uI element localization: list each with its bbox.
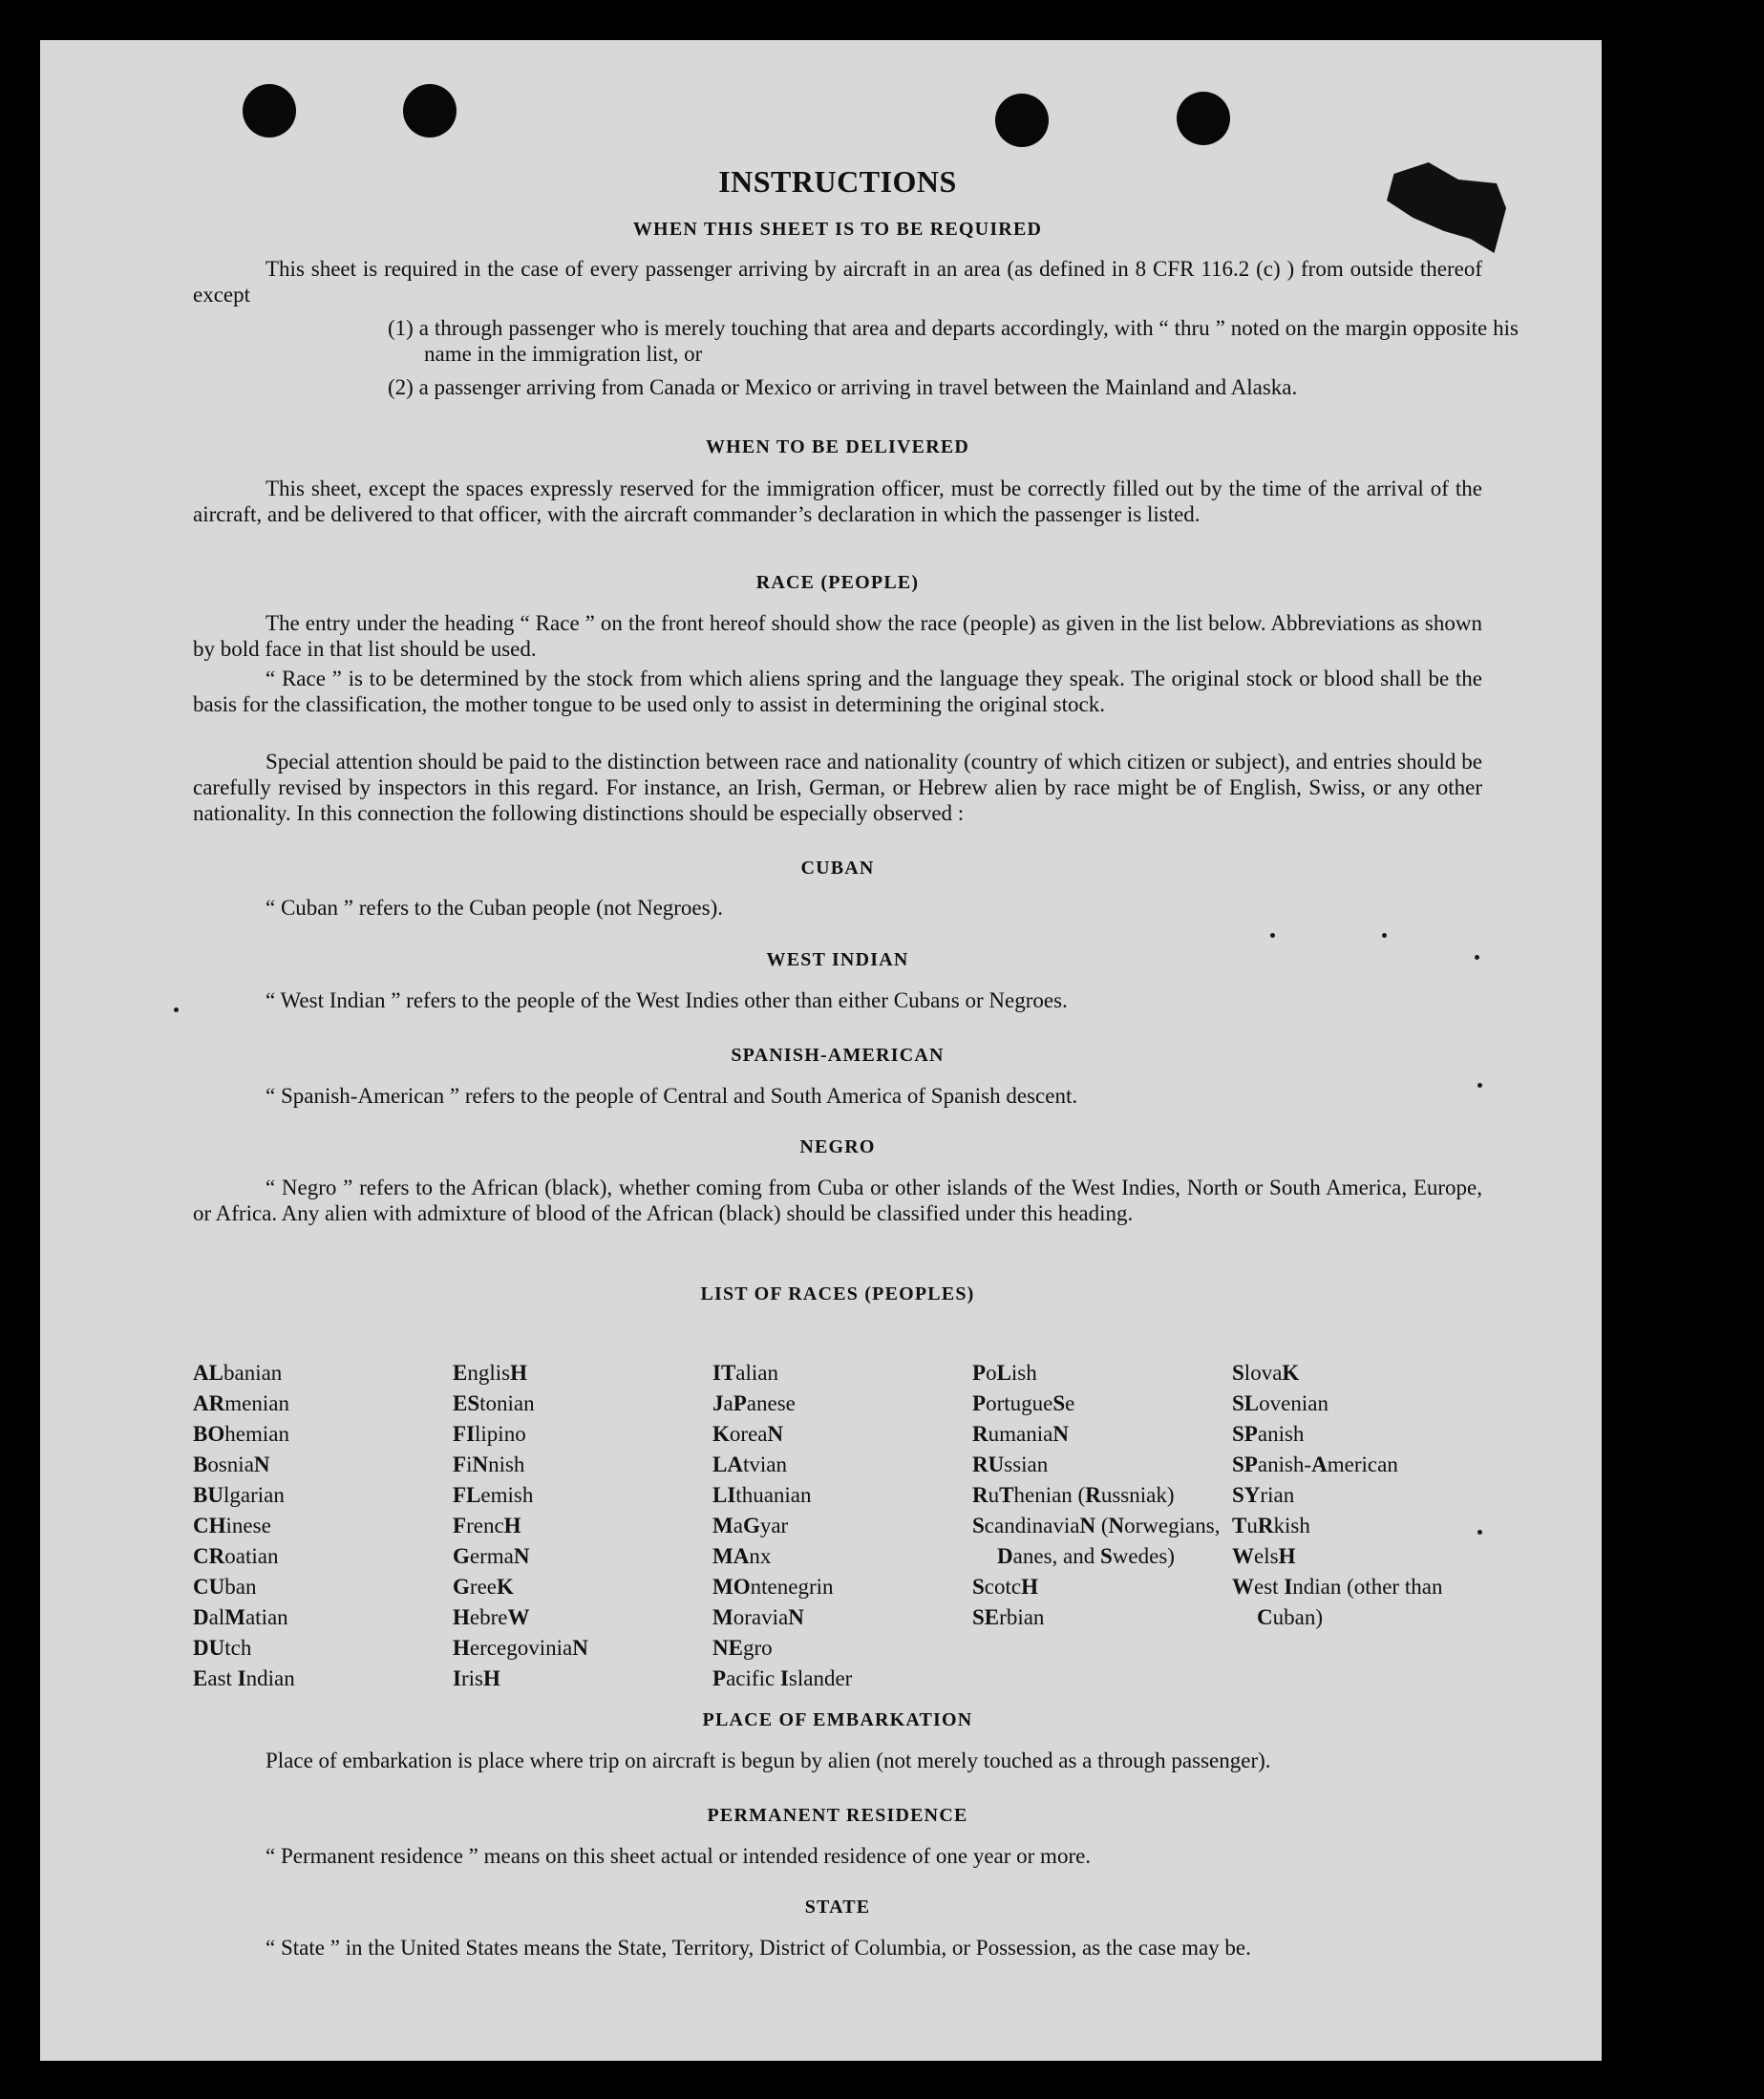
race-item: ScotcH: [972, 1575, 1039, 1599]
race-item: BOhemian: [193, 1422, 289, 1446]
race-item: SPanish: [1232, 1422, 1305, 1446]
race-item: ARmenian: [193, 1391, 289, 1415]
cuban-text: “ Cuban ” refers to the Cuban people (not Negroes).: [266, 896, 724, 920]
race-item: TuRkish: [1232, 1514, 1310, 1537]
race-item: SErbian: [972, 1605, 1045, 1629]
heading-spanish-american: SPANISH-AMERICAN: [731, 1045, 945, 1066]
race-item: MOntenegrin: [712, 1575, 834, 1599]
race-item: JaPanese: [712, 1391, 796, 1415]
race-item: SlovaK: [1232, 1361, 1300, 1385]
punch-hole: [995, 94, 1049, 147]
race-paragraph-3: Special attention should be paid to the distinction between race and nationality (country of which citizen or subject), and entries should be carefully revised by inspectors in this regard. For instance, an Irish, German, or Hebrew alien by race might be of English, Swiss, or any other nationality. In this connection the following distinctions should be especially observed :: [193, 750, 1482, 825]
race-column-3: [712, 1358, 972, 1694]
dust-spot: [1270, 933, 1275, 938]
race-item: GreeK: [453, 1575, 514, 1599]
race-item: ITalian: [712, 1361, 779, 1385]
race-column-2: [453, 1358, 712, 1694]
race-item: FiNnish: [453, 1452, 525, 1476]
permanent-residence-text: “ Permanent residence ” means on this sheet actual or intended residence of one year or more.: [266, 1844, 1092, 1868]
heading-west-indian: WEST INDIAN: [766, 949, 909, 970]
race-item: CHinese: [193, 1514, 271, 1537]
race-paragraph-1: The entry under the heading “ Race ” on the front hereof should show the race (people) as given in the list below. Abbreviations as shown by bold face in that list should be used.: [193, 611, 1482, 661]
race-item: ALbanian: [193, 1361, 283, 1385]
required-intro: This sheet is required in the case of every passenger arriving by aircraft in an area (as defined in 8 CFR 116.2 (c) ) from outside thereof except: [193, 257, 1482, 307]
race-item: WelsH: [1232, 1544, 1296, 1568]
race-item: RuThenian (Russniak): [972, 1483, 1175, 1507]
race-item: MoraviaN: [712, 1605, 804, 1629]
race-item: ScandinaviaN (Norwegians, Danes, and Swedes): [972, 1514, 1221, 1568]
heading-list-of-races: LIST OF RACES (PEOPLES): [700, 1283, 975, 1304]
race-item: Pacific Islander: [712, 1666, 853, 1690]
required-item-2: (2) a passenger arriving from Canada or Mexico or arriving in travel between the Mainland and Alaska.: [388, 375, 1298, 399]
race-item: West Indian (other than Cuban): [1232, 1575, 1443, 1629]
race-item: BUlgarian: [193, 1483, 285, 1507]
negro-text: “ Negro ” refers to the African (black), whether coming from Cuba or other islands of the West Indies, North or South America, Europe, or Africa. Any alien with admixture of blood of the African (black) should be classified under this heading.: [193, 1176, 1482, 1225]
race-item: RumaniaN: [972, 1422, 1069, 1446]
heading-negro: NEGRO: [799, 1136, 876, 1157]
race-column-4: [972, 1358, 1232, 1633]
west-indian-text: “ West Indian ” refers to the people of the West Indies other than either Cubans or Negroes.: [266, 988, 1068, 1012]
race-item: EnglisH: [453, 1361, 527, 1385]
race-item: GermaN: [453, 1544, 530, 1568]
delivered-text: This sheet, except the spaces expressly reserved for the immigration officer, must be correctly filled out by the time of the arrival of the aircraft, and be delivered to that officer, with the aircraft commander’s declaration in which the passenger is listed.: [193, 477, 1482, 526]
race-item: SYrian: [1232, 1483, 1295, 1507]
race-item: MAnx: [712, 1544, 772, 1568]
race-item: LIthuanian: [712, 1483, 812, 1507]
page-title: INSTRUCTIONS: [718, 164, 957, 199]
race-item: NEgro: [712, 1636, 773, 1660]
race-item: FrencH: [453, 1514, 521, 1537]
race-column-1: [193, 1358, 453, 1694]
race-item: East Indian: [193, 1666, 295, 1690]
race-item: KoreaN: [712, 1422, 784, 1446]
race-item: DalMatian: [193, 1605, 288, 1629]
race-item: CUban: [193, 1575, 257, 1599]
race-item: HercegoviniaN: [453, 1636, 588, 1660]
heading-when-delivered: WHEN TO BE DELIVERED: [705, 436, 970, 457]
race-item: CRoatian: [193, 1544, 279, 1568]
spanish-american-text: “ Spanish-American ” refers to the people of Central and South America of Spanish descent.: [266, 1084, 1078, 1108]
heading-when-required: WHEN THIS SHEET IS TO BE REQUIRED: [632, 219, 1043, 240]
race-item: SLovenian: [1232, 1391, 1328, 1415]
race-item: FIlipino: [453, 1422, 526, 1446]
heading-state: STATE: [804, 1897, 871, 1918]
race-item: EStonian: [453, 1391, 535, 1415]
race-item: HebreW: [453, 1605, 530, 1629]
dust-spot: [1382, 933, 1387, 938]
race-item: PortugueSe: [972, 1391, 1075, 1415]
state-text: “ State ” in the United States means the State, Territory, District of Columbia, or Possession, as the case may be.: [266, 1936, 1251, 1960]
heading-permanent-residence: PERMANENT RESIDENCE: [707, 1805, 968, 1826]
heading-race: RACE (PEOPLE): [755, 572, 920, 593]
race-item: DUtch: [193, 1636, 252, 1660]
race-item: RUssian: [972, 1452, 1049, 1476]
race-item: MaGyar: [712, 1514, 789, 1537]
race-item: IrisH: [453, 1666, 500, 1690]
race-item: PoLish: [972, 1361, 1037, 1385]
race-column-5: [1232, 1358, 1492, 1633]
race-item: FLemish: [453, 1483, 534, 1507]
race-item: LAtvian: [712, 1452, 787, 1476]
race-paragraph-2: “ Race ” is to be determined by the stock from which aliens spring and the language they speak. The original stock or blood shall be the basis for the classification, the mother tongue to be used only to assist in determining the original stock.: [193, 667, 1482, 716]
punch-hole: [1177, 92, 1230, 145]
race-item: BosniaN: [193, 1452, 270, 1476]
document-page: [40, 40, 1602, 2061]
embarkation-text: Place of embarkation is place where trip on aircraft is begun by alien (not merely touched as a through passenger).: [266, 1749, 1271, 1772]
required-item-1: (1) a through passenger who is merely touching that area and departs accordingly, with “ thru ” noted on the margin opposite his name in the immigration list, or: [388, 316, 1519, 366]
dust-spot: [174, 1007, 179, 1012]
heading-embarkation: PLACE OF EMBARKATION: [702, 1709, 973, 1730]
punch-hole: [403, 84, 457, 138]
punch-hole: [243, 84, 296, 138]
race-item: SPanish-American: [1232, 1452, 1398, 1476]
heading-cuban: CUBAN: [800, 858, 875, 879]
